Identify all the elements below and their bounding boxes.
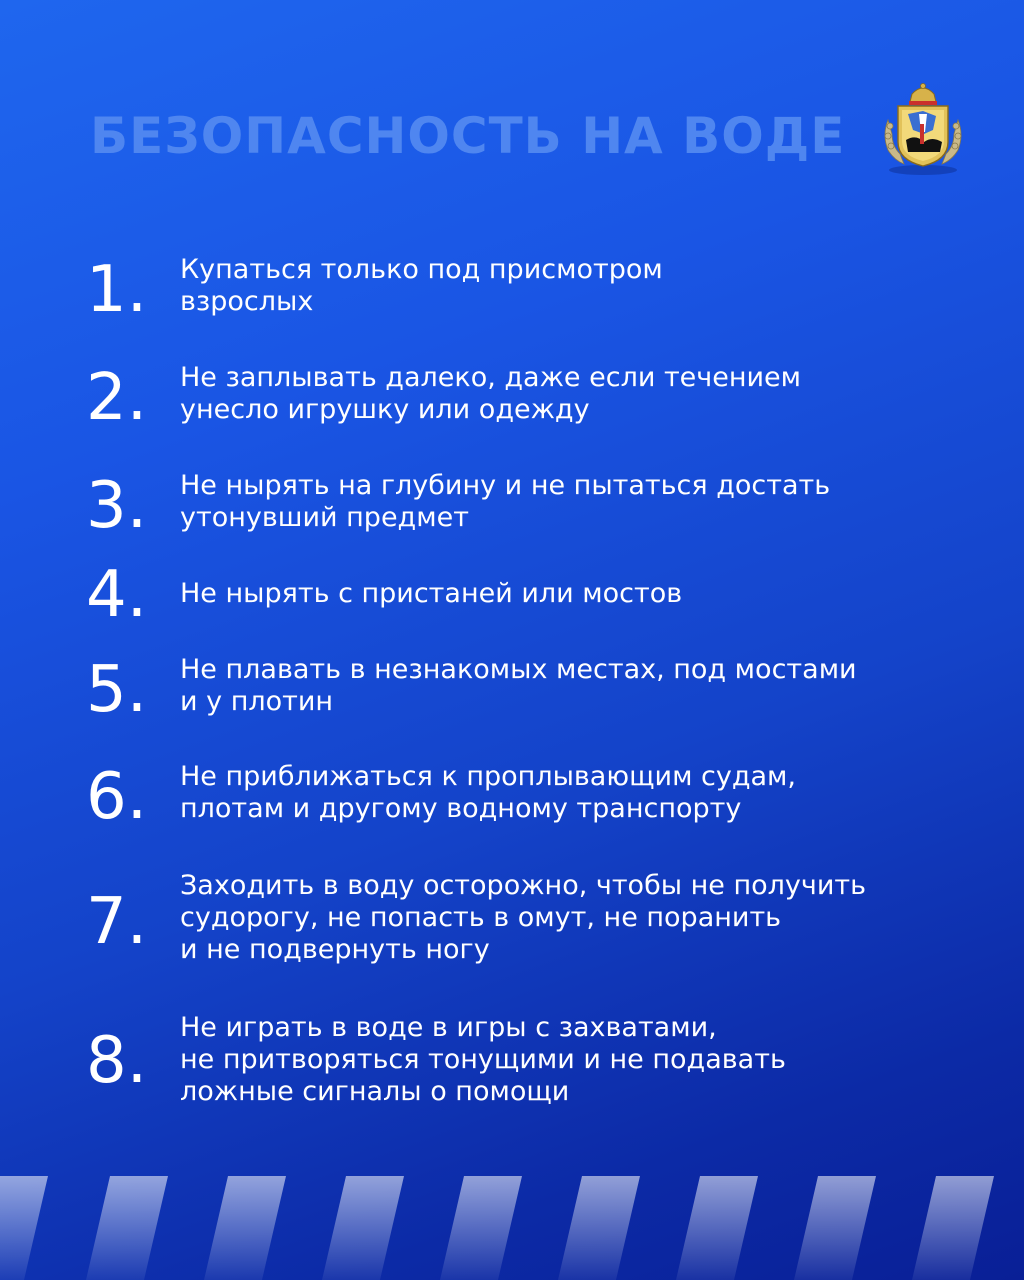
rule-text [180, 1012, 960, 1108]
rule-text [180, 578, 960, 610]
rule-text [180, 254, 960, 318]
stripe [558, 1176, 640, 1280]
rule-text-line: не притворяться тонущими и не подавать [180, 1044, 786, 1075]
rule-number: 3. [86, 469, 148, 543]
rule-text-line: Не плавать в незнакомых местах, под мостами [180, 654, 857, 685]
rule-number: 6. [86, 760, 148, 834]
rule-number: 5. [86, 653, 148, 727]
rule-text [180, 654, 960, 718]
rule-text-line: Не заплывать далеко, даже если течением [180, 362, 802, 393]
rule-number: 7. [86, 885, 148, 959]
rule-text-line: Не приближаться к проплывающим судам, [180, 761, 797, 792]
rule-text [180, 870, 960, 966]
rule-text [180, 761, 960, 825]
decorative-stripes [0, 1176, 1024, 1280]
rule-text-line: судорогу, не попасть в омут, не поранить [180, 902, 782, 933]
rule-text-line: плотам и другому водному транспорту [180, 793, 742, 824]
rule-text [180, 470, 960, 534]
rule-text-line: унесло игрушку или одежду [180, 394, 590, 425]
stripe [204, 1176, 286, 1280]
stripe [676, 1176, 758, 1280]
rule-text-line: Заходить в воду осторожно, чтобы не получить [180, 870, 867, 901]
page-title: БЕЗОПАСНОСТЬ НА ВОДЕ [90, 107, 846, 165]
stripe [0, 1176, 48, 1280]
rule-number: 8. [86, 1024, 148, 1098]
rule-text-line: Не нырять на глубину и не пытаться достать [180, 470, 831, 501]
rule-text [180, 362, 960, 426]
rule-text-line: утонувший предмет [180, 502, 469, 533]
rule-text-line: Купаться только под присмотром [180, 254, 663, 285]
rule-number: 1. [86, 253, 148, 327]
rule-text-line: ложные сигналы о помощи [180, 1076, 570, 1107]
stripe [912, 1176, 994, 1280]
rule-text-line: взрослых [180, 286, 314, 317]
rule-text-line: Не нырять с пристаней или мостов [180, 578, 683, 609]
rule-text-line: Не играть в воде в игры с захватами, [180, 1012, 717, 1043]
stripe [794, 1176, 876, 1280]
rule-text-line: и у плотин [180, 686, 334, 717]
stripe [440, 1176, 522, 1280]
stripe [322, 1176, 404, 1280]
stripe [86, 1176, 168, 1280]
rule-number: 2. [86, 361, 148, 435]
rule-text-line: и не подвернуть ногу [180, 934, 490, 965]
rule-number: 4. [86, 558, 148, 632]
